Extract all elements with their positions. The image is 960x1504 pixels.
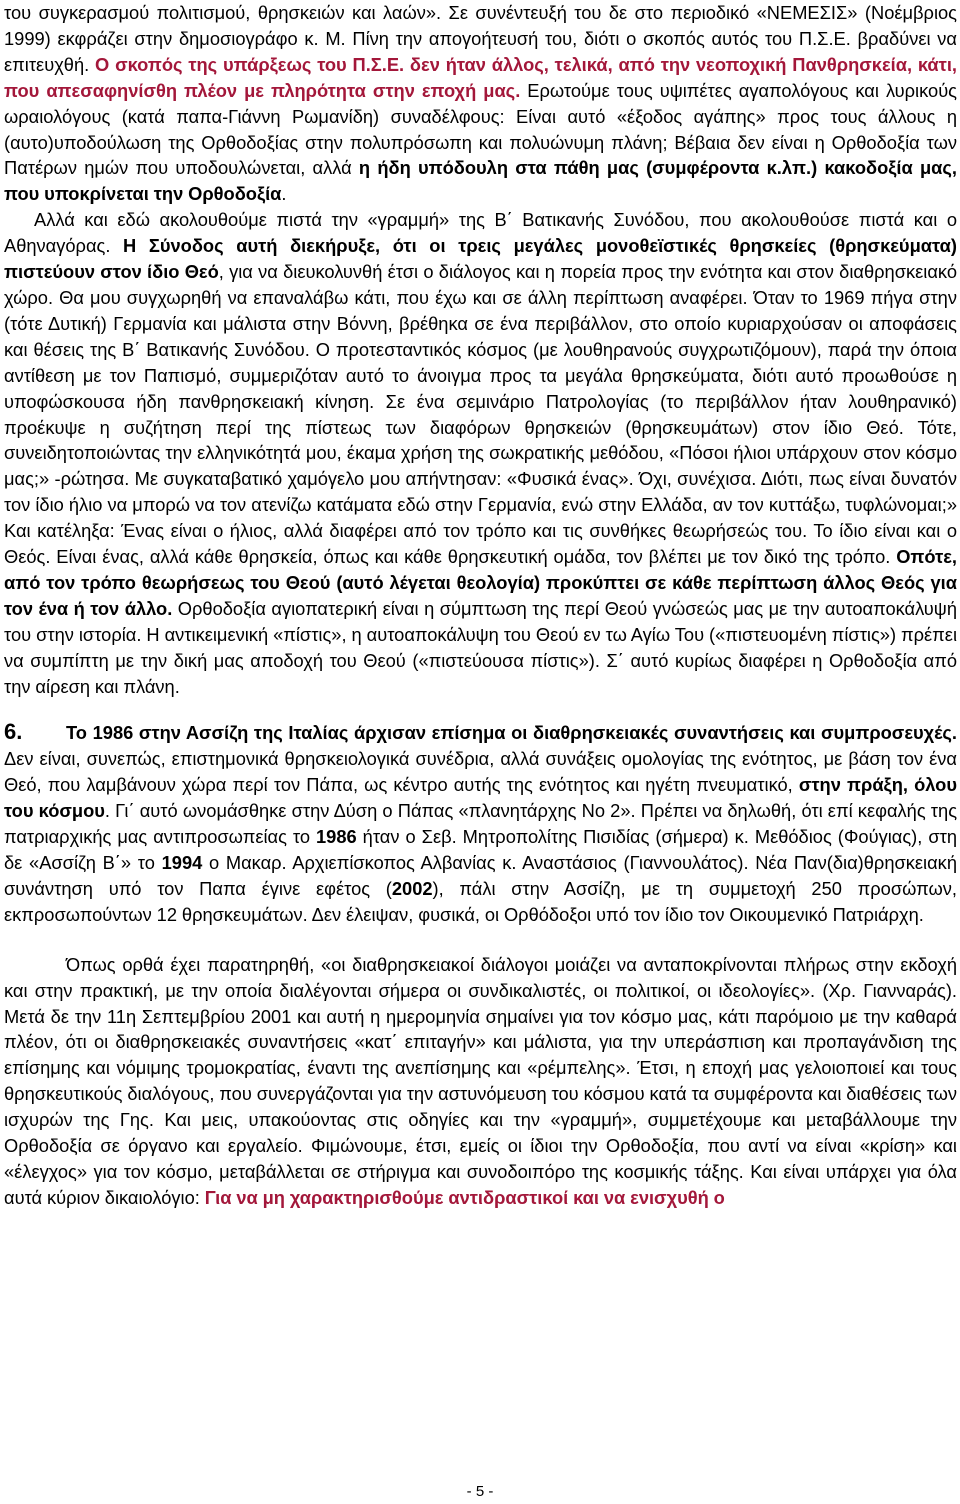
highlighted-text: Για να μη χαρακτηρισθούμε αντιδραστικοί και να ενισχυθή ο [204,1186,725,1208]
text-run: . [281,183,287,205]
text-run: του συγκερασμού πολιτισμού, θρησκειών και λαών». Σε συνέντευξή του δε στο περιοδικό «ΝΕΜΕΣΙΣ» (Νοέμβριος 1999) εκφράζει στην δημοσιογράφο κ. Μ. Πίνη την απογοήτευσή του, διότι ο σκοπός αυτός του Π.Σ.Ε. βραδύνει να επιτευχθή. [4,2,957,75]
spacer [4,928,957,952]
bold-text: η ήδη υπόδουλη στα πάθη μας (συμφέροντα κ.λπ.) κακοδοξία μας, που υποκρίνεται την Ορθοδοξία [4,157,957,205]
text-run: Αλλά και εδώ ακολουθούμε πιστά την «γραμμή» της Β΄ Βατικανής Συνόδου, που ακολουθούσε πιστά και ο Αθηναγόρας. [4,209,957,257]
section-6 [4,719,957,927]
bold-text: Η Σύνοδος αυτή διεκήρυξε, ότι οι τρεις μεγάλες μονοθεϊστικές θρησκείες (θρησκεύματα) πιστεύουν στον ίδιο Θεό [4,235,957,283]
text-run: Ορθοδοξία αγιοπατερική είναι η σύμπτωση της περί Θεού γνώσεώς μας με την αυτοαποκάλυψή του στην ιστορία. Η αντικειμενική «πίστις», η αυτοαποκάλυψη του Θεού εν τω Αγίω Του («πιστευομένη πίστις») πρέπει να συμπίπτη με την δική μας αποδοχή του Θεού («πιστεύουσα πίστις»). Σ΄ αυτό κυρίως διαφέρει η Ορθοδοξία από την αίρεση και πλάνη. [4,597,957,697]
text-run: , για να διευκολυνθή έτσι ο διάλογος και η πορεία προς την ενότητα και στον διαθρησκειακό χώρο. Θα μου συγχωρηθή να επαναλάβω κάτι, που έχω και σε άλλη περίπτωση αναφέρει. Όταν το 1969 πήγα στην (τότε Δυτική) Γερμανία και μάλιστα στην Βόννη, βρέθηκα σε ένα περιβάλλον, στο οποίο κυριαρχούσαν οι αποφάσεις και θέσεις της Β΄ Βατικανής Συνόδου. Ο προτεσταντικός κόσμος (με λουθηρανούς συγχρωτιζόμουν), παρά την όποια αντίθεση με τον Παπισμό, συμμεριζόταν αυτό το άνοιγμα προς τα μεγάλα θρησκεύματα, διότι αυτό προωθούσε η υποφώσκουσα ήδη πανθρησκειακή κίνηση. Σε ένα σεμινάριο Πατρολογίας (το περιβάλλον ήταν λουθηρανικό) προέκυψε η συζήτηση περί της πίστεως των διαφόρων θρησκειών (θρησκευμάτων) στον ίδιο Θεό. Τότε, συνειδητοποιώντας την ελληνικότητά μου, έκαμα χρήση της σωκρατικής μεθόδου, «Πόσοι ήλιοι υπάρχουν στον κόσμο μας;» -ρώτησα. Με συγκαταβατικό χαμόγελο μου απήντησαν: «Φυσικά ένας». Όχι, συνέχισα. Διότι, πως είναι δυνατόν τον ίδιο ήλιο να μπορώ να τον ατενίζω κατάματα εδώ στην Γερμανία, ενώ στην Ελλάδα, αν τον κυττάξω, τυφλώνομαι;» Και κατέληξα: Ένας είναι ο ήλιος, αλλά διαφέρει από τον τρόπο και τις συνθήκες θεωρήσεώς του. Το ίδιο είναι και ο Θεός. Είναι ένας, αλλά κάθε θρησκεία, όπως και κάθε θρησκευτική ομάδα, τον βλέπει με τον δικό της τρόπο. [4,261,957,568]
document-page [4,0,957,1211]
year-1994: 1994 [161,852,203,873]
year-2002: 2002 [391,877,433,899]
text-run: ), πάλι στην Ασσίζη, με τη συμμετοχή 250 προσώπων, εκπροσωπούντων 12 θρησκευμάτων. Δεν έλειψαν, φυσικά, οι Ορθόδοξοι υπό τον ίδιο τον Οικουμενικό Πατριάρχη. [4,877,957,925]
bold-text: Οπότε, από τον τρόπο θεωρήσεως του Θεού (αυτό λέγεται θεολογία) προκύπτει σε κάθε περίπτωση άλλος Θεός για τον ένα ή τον άλλο. [4,546,957,619]
highlighted-text: Ο σκοπός της υπάρξεως του Π.Σ.Ε. δεν ήταν άλλος, τελικά, από την νεοποχική Πανθρησκεία, κάτι, που απεσαφηνίσθη πλέον με πληρότητα στην εποχή μας. [4,53,957,101]
text-run: ήταν ο Σεβ. Μητροπολίτης Πισιδίας (σήμερα) κ. Μεθόδιος (Φούγιας), στη δε «Ασσίζη Β΄» το [4,826,957,873]
text-run: Δεν είναι, συνεπώς, επιστημονικά θρησκειολογικά συνέδρια, αλλά συνάξεις ομολογίας της ενότητος, με βάση τον ένα Θεό, που λαμβάνουν χώρα περί τον Πάπα, ως κέντρο αυτής της ενότητος και ηγέτη πνευματικό, [4,748,957,796]
text-run: Όπως ορθά έχει παρατηρηθή, «οι διαθρησκειακοί διάλογοι μοιάζει να ανταποκρίνονται πλήρως στην εκδοχή και στην πρακτική, με την οποία διαλέγονται σήμερα οι συνδικαλιστές, οι πολιτικοί, οι ιδεολογίες». (Χρ. Γιανναράς). Μετά δε την 11η Σεπτεμβρίου 2001 και αυτή η ημερομηνία σημαίνει για τον κόσμο μας, κάτι παρόμοιο με την καθαρά πλέον, ότι οι διαθρησκειακές συναντήσεις «κατ΄ επιταγήν» και μάλιστα, για την υπεράσπιση και προπαγάνδιση της επίσημης και νόμιμης τρομοκρατίας, έναντι της ανεπίσημης και «ρέμπελης». Έτσι, η εποχή μας γελοιοποιεί και τους θρησκευτικούς διαλόγους, που συνεργάζονται για την αστυνόμευση του κόσμου κατά τα συμφέροντα και διαθέσεις των ισχυρών της Γης. Και μεις, υπακούοντας στις οδηγίες και την «γραμμή», συμμετέχουμε και μεταβάλλουμε την Ορθοδοξία σε όργανο και εργαλείο. Φιμώνουμε, έτσι, εμείς οι ίδιοι την Ορθοδοξία, που αντί να είναι «κρίση» και «έλεγχος» για τον κόσμο, μεταβάλλεται σε στήριγμα και συνοδοιπόρο της κοσμικής τάξης. Και είναι υπάρχει για όλα αυτά κύριον δικαιολόγιο: [4,953,957,1208]
text-run: ο Μακαρ. Αρχιεπίσκοπος Αλβανίας κ. Αναστάσιος (Γιαννουλάτος). Νέα Παν(δια)θρησκειακή συνάντηση υπό τον Παπα έγινε εφέτος ( [4,852,957,899]
section-heading: Το 1986 στην Ασσίζη της Ιταλίας άρχισαν επίσημα οι διαθρησκειακές συναντήσεις και συμπροσευχές. [66,722,957,744]
page-number: - 5 - [466,1483,494,1500]
paragraph-4 [4,952,957,1211]
year-1986: 1986 [316,826,357,848]
spacer [4,699,957,719]
text-run: Ερωτούμε τους υψιπέτες αγαπολόγους και λυρικούς ωραιολόγους (κατά παπα-Γιάννη Ρωμανίδη) συναδέλφους: Είναι αυτό «έξοδος αγάπης» προς τους άλλους η (αυτο)υποδούλωση της Ορθοδοξίας στην πολυπρόσωπη και πολυώνυμη πλάνη; Βέβαια δεν είναι η Ορθοδοξία των Πατέρων ημών που υποδουλώνεται, αλλά [4,79,957,179]
paragraph-1 [4,0,957,207]
section-number: 6. [4,719,23,745]
text-run: . Γι΄ αυτό ωνομάσθηκε στην Δύση ο Πάπας «πλανητάρχης Νο 2». Πρέπει να δηλωθή, ότι επί κεφαλής της πατριαρχικής μας αντιπροσωπείας το [4,800,958,848]
paragraph-2 [4,207,957,699]
bold-text: στην πράξη, όλου του κόσμου [4,774,957,822]
